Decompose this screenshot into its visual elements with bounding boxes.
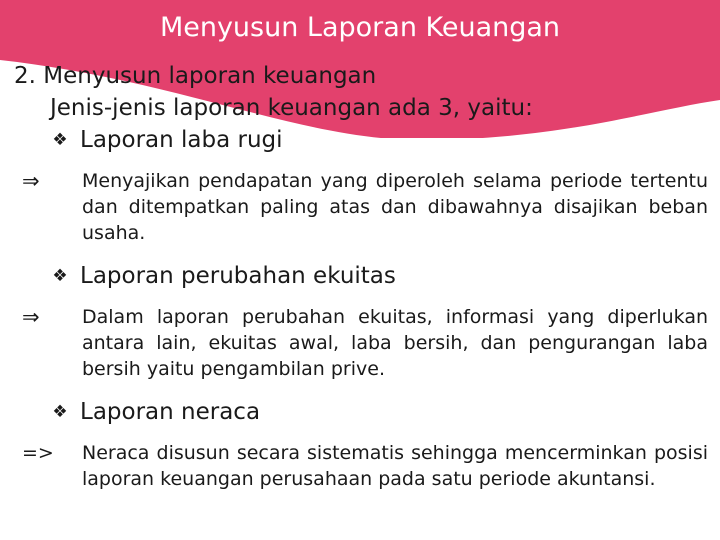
description-neraca [22, 440, 708, 492]
description-perubahan-ekuitas [22, 304, 708, 382]
intro-text: Jenis-jenis laporan keuangan ada 3, yaitu: [50, 95, 533, 121]
bullet-title: Laporan neraca [80, 399, 261, 425]
diamond-bullet-icon: ❖ [52, 402, 68, 422]
bullet-title: Laporan perubahan ekuitas [80, 263, 396, 289]
bullet-title: Laporan laba rugi [80, 127, 283, 153]
arrow-marker: => [22, 442, 54, 464]
bullet-laba-rugi [48, 124, 708, 156]
description-text: Neraca disusun secara sistematis sehingga mencerminkan posisi laporan keuangan perusahaan pada satu periode akuntansi. [82, 442, 708, 490]
section-heading: 2. Menyusun laporan keuangan [14, 63, 377, 89]
diamond-bullet-icon: ❖ [52, 130, 68, 150]
bullet-neraca [48, 396, 708, 428]
implies-arrow-icon: ⇒ [22, 169, 40, 193]
slide-title: Menyusun Laporan Keuangan [159, 12, 561, 43]
implies-arrow-icon: ⇒ [22, 305, 40, 329]
slide-content [14, 60, 708, 492]
bullet-perubahan-ekuitas [48, 260, 708, 292]
description-text: Dalam laporan perubahan ekuitas, informasi yang diperlukan antara lain, ekuitas awal, laba bersih, dan pengurangan laba bersih yaitu pengambilan prive. [82, 306, 708, 380]
description-text: Menyajikan pendapatan yang diperoleh selama periode tertentu dan ditempatkan paling atas dan dibawahnya disajikan beban usaha. [82, 170, 708, 244]
description-laba-rugi [22, 168, 708, 246]
diamond-bullet-icon: ❖ [52, 266, 68, 286]
